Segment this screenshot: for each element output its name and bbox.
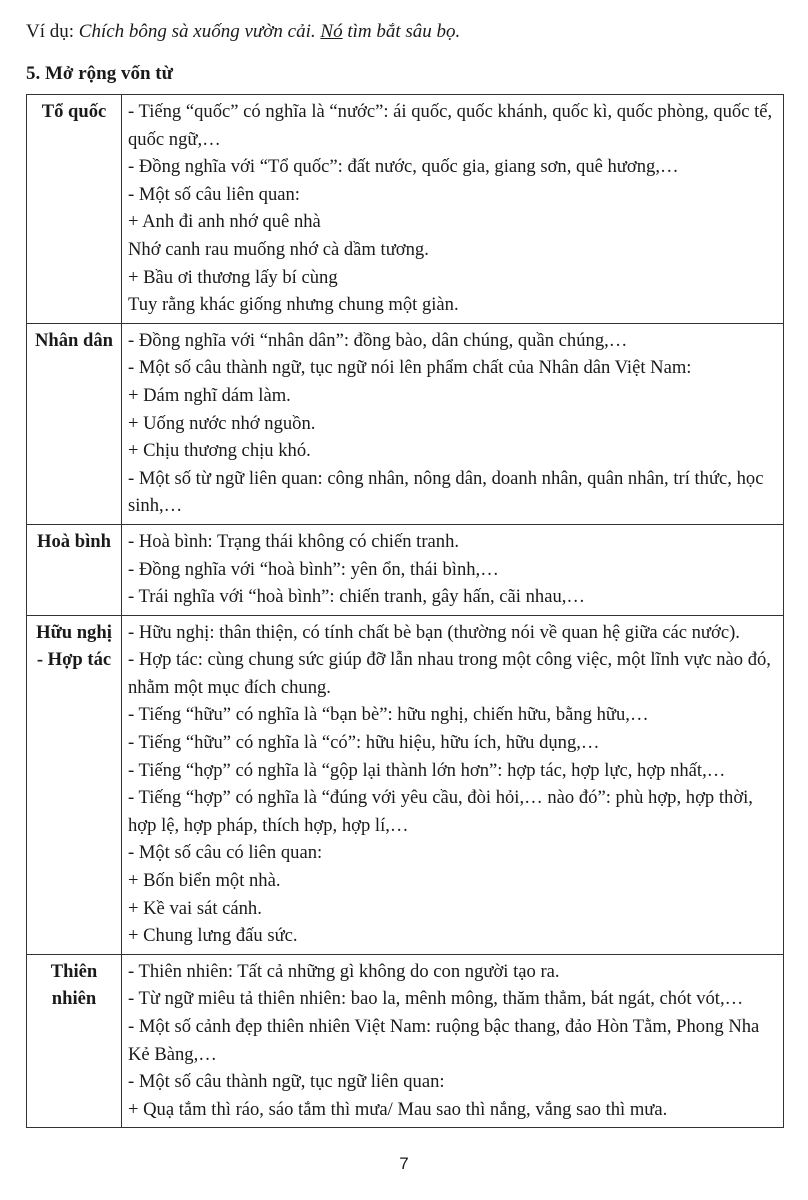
description-line: - Đồng nghĩa với “nhân dân”: đồng bào, dân chúng, quần chúng,… bbox=[128, 329, 628, 351]
table-row bbox=[27, 323, 784, 524]
description-line: + Quạ tắm thì ráo, sáo tắm thì mưa/ Mau sao thì nắng, vắng sao thì mưa. bbox=[128, 1098, 668, 1120]
description-line: - Một số câu liên quan: bbox=[128, 183, 300, 205]
description-line: - Tiếng “quốc” có nghĩa là “nước”: ái quốc, quốc khánh, quốc kì, quốc phòng, quốc tế, quốc ngữ,… bbox=[128, 101, 773, 150]
description-line: - Từ ngữ miêu tả thiên nhiên: bao la, mênh mông, thăm thẳm, bát ngát, chót vót,… bbox=[128, 988, 744, 1010]
description-line: - Đồng nghĩa với “Tổ quốc”: đất nước, quốc gia, giang sơn, quê hương,… bbox=[128, 156, 679, 178]
description-line: + Kề vai sát cánh. bbox=[128, 897, 262, 919]
row-description bbox=[122, 524, 784, 615]
example-sentence bbox=[26, 18, 786, 46]
description-line: - Trái nghĩa với “hoà bình”: chiến tranh, gây hấn, cãi nhau,… bbox=[128, 586, 585, 608]
example-sentence-1: Chích bông sà xuống vườn cải. bbox=[78, 21, 316, 42]
description-line: - Tiếng “hợp” có nghĩa là “đúng với yêu cầu, đòi hỏi,… nào đó”: phù hợp, hợp thời, hợp lệ, hợp pháp, thích hợp, hợp lí,… bbox=[128, 787, 753, 836]
example-pronoun: Nó bbox=[320, 21, 343, 42]
description-line: + Bầu ơi thương lấy bí cùng bbox=[128, 266, 338, 288]
row-description bbox=[122, 323, 784, 524]
description-line: Tuy rằng khác giống nhưng chung một giàn. bbox=[128, 294, 459, 316]
description-line: - Một số câu thành ngữ, tục ngữ liên quan: bbox=[128, 1071, 445, 1093]
description-line: - Một số cảnh đẹp thiên nhiên Việt Nam: ruộng bậc thang, đảo Hòn Tằm, Phong Nha Kẻ Bàng,… bbox=[128, 1016, 760, 1065]
page-number: 7 bbox=[399, 1154, 409, 1173]
row-description bbox=[122, 615, 784, 954]
description-line: + Bốn biển một nhà. bbox=[128, 870, 281, 892]
description-line: Nhớ canh rau muống nhớ cà dầm tương. bbox=[128, 238, 429, 260]
description-line: - Một số từ ngữ liên quan: công nhân, nông dân, doanh nhân, quân nhân, trí thức, học sinh,… bbox=[128, 467, 764, 517]
example-sentence-2: tìm bắt sâu bọ. bbox=[342, 21, 461, 42]
row-term: Tổ quốc bbox=[27, 95, 122, 324]
row-description bbox=[122, 95, 784, 324]
description-line: - Một số câu có liên quan: bbox=[128, 842, 323, 864]
row-description bbox=[122, 954, 784, 1128]
description-line: - Tiếng “hữu” có nghĩa là “có”: hữu hiệu, hữu ích, hữu dụng,… bbox=[128, 732, 600, 754]
description-line: + Chung lưng đấu sức. bbox=[128, 925, 298, 947]
description-line: - Hoà bình: Trạng thái không có chiến tranh. bbox=[128, 530, 460, 552]
description-line: - Đồng nghĩa với “hoà bình”: yên ổn, thái bình,… bbox=[128, 558, 499, 580]
description-line: - Thiên nhiên: Tất cả những gì không do con người tạo ra. bbox=[128, 960, 560, 982]
description-line: - Một số câu thành ngữ, tục ngữ nói lên phẩm chất của Nhân dân Việt Nam: bbox=[128, 357, 692, 379]
row-term: Nhân dân bbox=[27, 323, 122, 524]
description-line: - Hợp tác: cùng chung sức giúp đỡ lẫn nhau trong một công việc, một lĩnh vực nào đó, nhằm một mục đích chung. bbox=[128, 649, 771, 698]
example-prefix: Ví dụ: bbox=[26, 21, 79, 42]
description-line: - Tiếng “hữu” có nghĩa là “bạn bè”: hữu nghị, chiến hữu, bằng hữu,… bbox=[128, 704, 649, 726]
row-term: Hữu nghị - Hợp tác bbox=[27, 615, 122, 954]
description-line: + Uống nước nhớ nguồn. bbox=[128, 412, 316, 434]
section-heading: 5. Mở rộng vốn từ bbox=[26, 63, 173, 84]
table-row bbox=[27, 615, 784, 954]
vocabulary-table bbox=[26, 94, 784, 1128]
row-term: Thiên nhiên bbox=[27, 954, 122, 1128]
description-line: + Anh đi anh nhớ quê nhà bbox=[128, 211, 321, 233]
table-row bbox=[27, 95, 784, 324]
description-line: + Chịu thương chịu khó. bbox=[128, 440, 311, 462]
description-line: + Dám nghĩ dám làm. bbox=[128, 384, 291, 406]
table-row bbox=[27, 954, 784, 1128]
description-line: - Tiếng “hợp” có nghĩa là “gộp lại thành lớn hơn”: hợp tác, hợp lực, hợp nhất,… bbox=[128, 759, 726, 781]
description-line: - Hữu nghị: thân thiện, có tính chất bè bạn (thường nói về quan hệ giữa các nước). bbox=[128, 621, 740, 643]
table-row bbox=[27, 524, 784, 615]
vocabulary-table-body bbox=[27, 95, 784, 1128]
row-term: Hoà bình bbox=[27, 524, 122, 615]
